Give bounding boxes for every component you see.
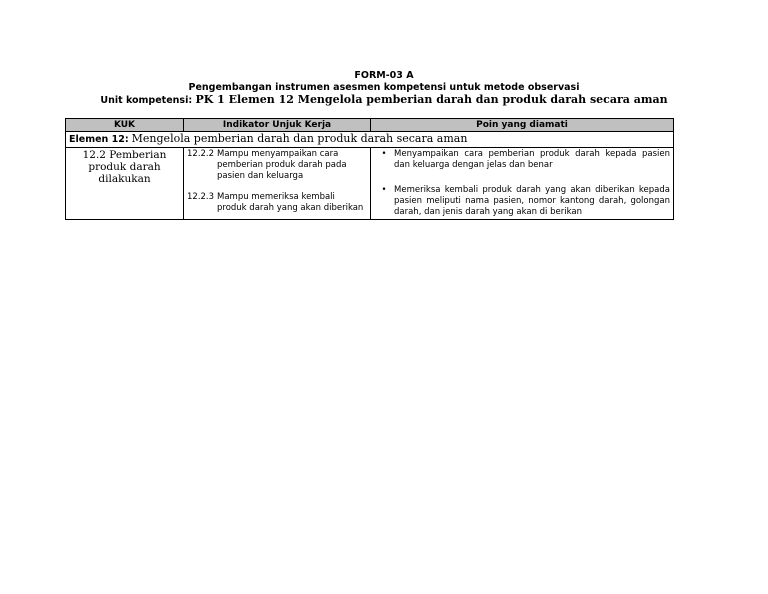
points-cell xyxy=(371,148,674,220)
form-subtitle: Pengembangan instrumen asesmen kompetensi untuk metode observasi xyxy=(188,82,580,93)
indicator-number: 12.2.2 xyxy=(187,149,215,159)
point-text: Menyampaikan cara pemberian produk darah kepada pasien dan keluarga dengan jelas dan benar xyxy=(394,149,670,170)
indicator-cell xyxy=(184,148,371,220)
table-header-row xyxy=(66,119,674,132)
elemen-text: Mengelola pemberian darah dan produk darah secara aman xyxy=(131,132,468,145)
elemen-row xyxy=(66,132,674,148)
point-text: Memeriksa kembali produk darah yang akan diberikan kepada pasien meliputi nama pasien, nomor kantong darah, golongan darah, dan jenis darah yang akan di berikan xyxy=(394,185,670,217)
indicator-item xyxy=(187,149,367,182)
elemen-cell xyxy=(66,132,674,148)
column-header-kuk: KUK xyxy=(66,119,184,132)
unit-value: PK 1 Elemen 12 Mengelola pemberian darah dan produk darah secara aman xyxy=(195,93,668,106)
bullet-icon: • xyxy=(381,149,387,159)
unit-kompetensi xyxy=(0,93,768,106)
indicator-number: 12.2.3 xyxy=(187,192,215,202)
form-id: FORM-03 A xyxy=(354,70,414,81)
elemen-label: Elemen 12: xyxy=(69,134,129,145)
indicator-text: Mampu menyampaikan cara pemberian produk darah pada pasien dan keluarga xyxy=(217,149,347,181)
indicator-item xyxy=(187,192,367,214)
unit-label: Unit kompetensi: xyxy=(100,95,193,106)
column-header-indikator: Indikator Unjuk Kerja xyxy=(184,119,371,132)
table-row xyxy=(66,148,674,220)
observation-table xyxy=(65,118,674,220)
indicator-text: Mampu memeriksa kembali produk darah yang akan diberikan xyxy=(217,192,364,213)
bullet-icon: • xyxy=(381,185,387,195)
point-item xyxy=(374,149,670,171)
column-header-poin: Poin yang diamati xyxy=(371,119,674,132)
kuk-cell: 12.2 Pemberian produk darah dilakukan xyxy=(66,148,184,220)
point-item xyxy=(374,185,670,218)
